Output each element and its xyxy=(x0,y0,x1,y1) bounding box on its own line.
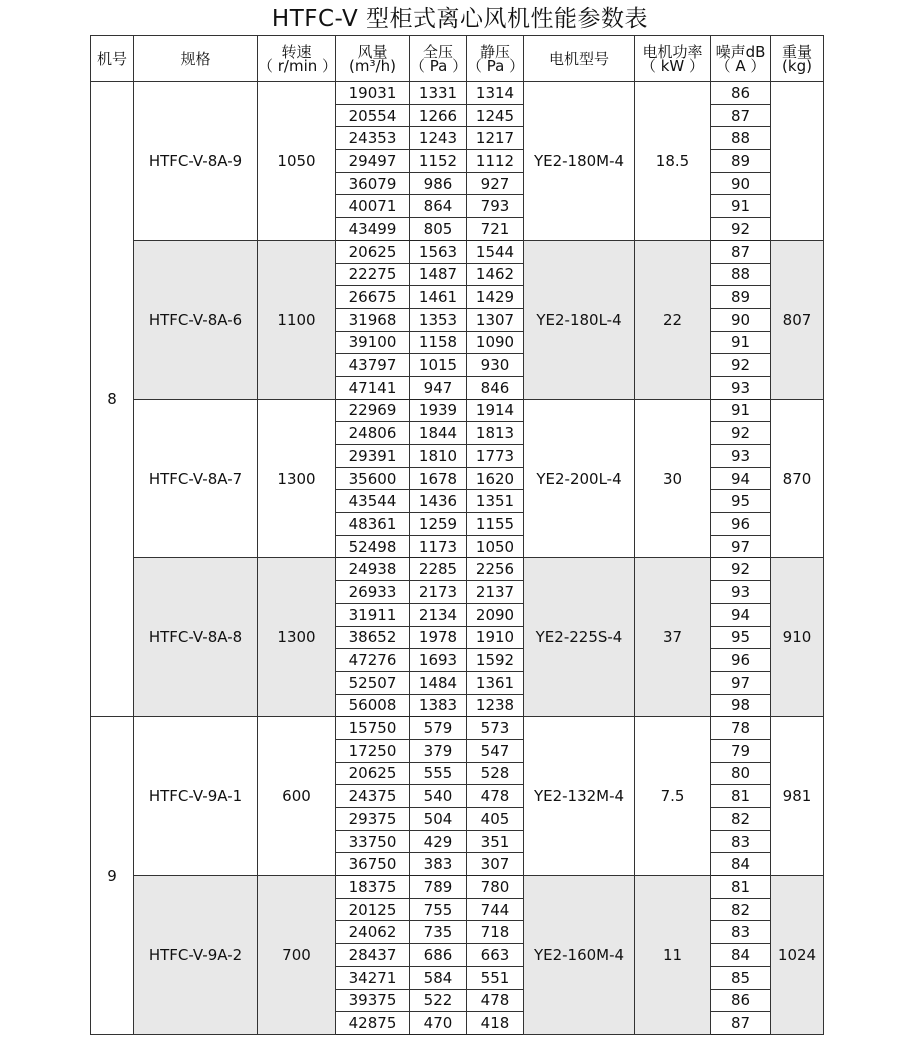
static-pressure-cell: 2256 xyxy=(467,558,524,581)
airflow-cell: 17250 xyxy=(336,739,410,762)
header-label: 全压 xyxy=(422,42,453,61)
weight-cell xyxy=(771,82,824,241)
noise-cell: 98 xyxy=(711,694,771,717)
static-pressure-cell: 351 xyxy=(467,830,524,853)
static-pressure-cell: 1050 xyxy=(467,535,524,558)
static-pressure-cell: 528 xyxy=(467,762,524,785)
header-label: 噪声dB xyxy=(715,42,766,61)
airflow-cell: 33750 xyxy=(336,830,410,853)
total-pressure-cell: 1158 xyxy=(410,331,467,354)
static-pressure-cell: 1307 xyxy=(467,308,524,331)
total-pressure-cell: 383 xyxy=(410,853,467,876)
motor-power-cell: 37 xyxy=(635,558,711,717)
motor-power-cell: 7.5 xyxy=(635,717,711,876)
noise-cell: 92 xyxy=(711,354,771,377)
motor-model-cell: YE2-180L-4 xyxy=(524,240,635,399)
static-pressure-cell: 1910 xyxy=(467,626,524,649)
total-pressure-cell: 755 xyxy=(410,898,467,921)
motor-power-cell: 22 xyxy=(635,240,711,399)
airflow-cell: 36750 xyxy=(336,853,410,876)
total-pressure-cell: 379 xyxy=(410,739,467,762)
static-pressure-cell: 1238 xyxy=(467,694,524,717)
airflow-cell: 20554 xyxy=(336,104,410,127)
airflow-cell: 39375 xyxy=(336,989,410,1012)
total-pressure-cell: 1331 xyxy=(410,82,467,105)
airflow-cell: 29497 xyxy=(336,150,410,173)
header-static-pressure xyxy=(467,36,524,82)
total-pressure-cell: 504 xyxy=(410,808,467,831)
header-unit: (kg) xyxy=(782,56,812,75)
noise-cell: 81 xyxy=(711,876,771,899)
total-pressure-cell: 1015 xyxy=(410,354,467,377)
noise-cell: 79 xyxy=(711,739,771,762)
total-pressure-cell: 522 xyxy=(410,989,467,1012)
airflow-cell: 22275 xyxy=(336,263,410,286)
header-label: 转速 xyxy=(281,42,312,61)
header-unit: （ A ） xyxy=(715,56,766,75)
airflow-cell: 35600 xyxy=(336,467,410,490)
total-pressure-cell: 789 xyxy=(410,876,467,899)
airflow-cell: 29375 xyxy=(336,808,410,831)
noise-cell: 90 xyxy=(711,308,771,331)
header-unit: （ kW ） xyxy=(640,56,705,75)
noise-cell: 88 xyxy=(711,127,771,150)
machine-number-cell: 8 xyxy=(91,82,134,717)
static-pressure-cell: 1813 xyxy=(467,422,524,445)
page-title: HTFC-V 型柜式离心风机性能参数表 xyxy=(271,6,649,32)
header-label: 重量 xyxy=(781,42,812,61)
speed-cell: 600 xyxy=(258,717,336,876)
header-label: 电机功率 xyxy=(642,42,703,61)
noise-cell: 88 xyxy=(711,263,771,286)
total-pressure-cell: 1693 xyxy=(410,649,467,672)
header-label: 静压 xyxy=(479,42,510,61)
spec-cell: HTFC-V-9A-2 xyxy=(134,876,258,1035)
airflow-cell: 52507 xyxy=(336,671,410,694)
airflow-cell: 42875 xyxy=(336,1012,410,1035)
airflow-cell: 31968 xyxy=(336,308,410,331)
airflow-cell: 20625 xyxy=(336,762,410,785)
airflow-cell: 24938 xyxy=(336,558,410,581)
noise-cell: 91 xyxy=(711,195,771,218)
header-unit: （ Pa ） xyxy=(467,56,525,75)
noise-cell: 81 xyxy=(711,785,771,808)
total-pressure-cell: 947 xyxy=(410,376,467,399)
machine-number-cell: 9 xyxy=(91,717,134,1035)
airflow-cell: 24806 xyxy=(336,422,410,445)
noise-cell: 92 xyxy=(711,218,771,241)
motor-model-cell: YE2-160M-4 xyxy=(524,876,635,1035)
static-pressure-cell: 1090 xyxy=(467,331,524,354)
airflow-cell: 24062 xyxy=(336,921,410,944)
noise-cell: 91 xyxy=(711,331,771,354)
noise-cell: 96 xyxy=(711,649,771,672)
noise-cell: 80 xyxy=(711,762,771,785)
spec-cell: HTFC-V-8A-9 xyxy=(134,82,258,241)
airflow-cell: 20625 xyxy=(336,240,410,263)
header-label: 电机型号 xyxy=(548,49,609,68)
static-pressure-cell: 2137 xyxy=(467,581,524,604)
header-spec xyxy=(134,36,258,82)
static-pressure-cell: 478 xyxy=(467,785,524,808)
static-pressure-cell: 1773 xyxy=(467,445,524,468)
airflow-cell: 28437 xyxy=(336,944,410,967)
airflow-cell: 18375 xyxy=(336,876,410,899)
header-unit: （ Pa ） xyxy=(410,56,468,75)
noise-cell: 78 xyxy=(711,717,771,740)
total-pressure-cell: 1461 xyxy=(410,286,467,309)
table-header xyxy=(91,36,824,82)
speed-cell: 1300 xyxy=(258,558,336,717)
noise-cell: 87 xyxy=(711,1012,771,1035)
header-unit: (m³/h) xyxy=(349,56,396,75)
total-pressure-cell: 1978 xyxy=(410,626,467,649)
static-pressure-cell: 1429 xyxy=(467,286,524,309)
total-pressure-cell: 735 xyxy=(410,921,467,944)
static-pressure-cell: 547 xyxy=(467,739,524,762)
airflow-cell: 48361 xyxy=(336,513,410,536)
static-pressure-cell: 2090 xyxy=(467,603,524,626)
airflow-cell: 43797 xyxy=(336,354,410,377)
airflow-cell: 24375 xyxy=(336,785,410,808)
static-pressure-cell: 1217 xyxy=(467,127,524,150)
total-pressure-cell: 986 xyxy=(410,172,467,195)
static-pressure-cell: 418 xyxy=(467,1012,524,1035)
weight-cell: 981 xyxy=(771,717,824,876)
noise-cell: 91 xyxy=(711,399,771,422)
total-pressure-cell: 1152 xyxy=(410,150,467,173)
total-pressure-cell: 584 xyxy=(410,966,467,989)
total-pressure-cell: 1266 xyxy=(410,104,467,127)
header-weight xyxy=(771,36,824,82)
total-pressure-cell: 2173 xyxy=(410,581,467,604)
airflow-cell: 36079 xyxy=(336,172,410,195)
motor-power-cell: 11 xyxy=(635,876,711,1035)
header-label: 风量 xyxy=(357,42,388,61)
static-pressure-cell: 744 xyxy=(467,898,524,921)
total-pressure-cell: 1939 xyxy=(410,399,467,422)
total-pressure-cell: 540 xyxy=(410,785,467,808)
total-pressure-cell: 429 xyxy=(410,830,467,853)
table-body xyxy=(91,82,824,1035)
airflow-cell: 26933 xyxy=(336,581,410,604)
airflow-cell: 20125 xyxy=(336,898,410,921)
total-pressure-cell: 1353 xyxy=(410,308,467,331)
total-pressure-cell: 2134 xyxy=(410,603,467,626)
airflow-cell: 39100 xyxy=(336,331,410,354)
total-pressure-cell: 579 xyxy=(410,717,467,740)
total-pressure-cell: 805 xyxy=(410,218,467,241)
static-pressure-cell: 780 xyxy=(467,876,524,899)
spec-cell: HTFC-V-8A-6 xyxy=(134,240,258,399)
header-label: 机号 xyxy=(96,49,127,68)
speed-cell: 1100 xyxy=(258,240,336,399)
airflow-cell: 47141 xyxy=(336,376,410,399)
static-pressure-cell: 1620 xyxy=(467,467,524,490)
total-pressure-cell: 1487 xyxy=(410,263,467,286)
total-pressure-cell: 2285 xyxy=(410,558,467,581)
weight-cell: 1024 xyxy=(771,876,824,1035)
airflow-cell: 26675 xyxy=(336,286,410,309)
weight-cell: 870 xyxy=(771,399,824,558)
airflow-cell: 22969 xyxy=(336,399,410,422)
airflow-cell: 47276 xyxy=(336,649,410,672)
airflow-cell: 38652 xyxy=(336,626,410,649)
noise-cell: 93 xyxy=(711,581,771,604)
noise-cell: 94 xyxy=(711,603,771,626)
header-total-pressure xyxy=(410,36,467,82)
noise-cell: 82 xyxy=(711,898,771,921)
noise-cell: 94 xyxy=(711,467,771,490)
airflow-cell: 34271 xyxy=(336,966,410,989)
static-pressure-cell: 1351 xyxy=(467,490,524,513)
table-row xyxy=(91,876,824,899)
static-pressure-cell: 478 xyxy=(467,989,524,1012)
noise-cell: 84 xyxy=(711,853,771,876)
static-pressure-cell: 405 xyxy=(467,808,524,831)
noise-cell: 96 xyxy=(711,513,771,536)
noise-cell: 97 xyxy=(711,671,771,694)
noise-cell: 84 xyxy=(711,944,771,967)
noise-cell: 86 xyxy=(711,989,771,1012)
total-pressure-cell: 1243 xyxy=(410,127,467,150)
total-pressure-cell: 1844 xyxy=(410,422,467,445)
static-pressure-cell: 793 xyxy=(467,195,524,218)
total-pressure-cell: 555 xyxy=(410,762,467,785)
noise-cell: 83 xyxy=(711,830,771,853)
static-pressure-cell: 1914 xyxy=(467,399,524,422)
total-pressure-cell: 470 xyxy=(410,1012,467,1035)
total-pressure-cell: 1563 xyxy=(410,240,467,263)
static-pressure-cell: 927 xyxy=(467,172,524,195)
noise-cell: 82 xyxy=(711,808,771,831)
spec-cell: HTFC-V-9A-1 xyxy=(134,717,258,876)
total-pressure-cell: 1259 xyxy=(410,513,467,536)
header-airflow xyxy=(336,36,410,82)
weight-cell: 910 xyxy=(771,558,824,717)
airflow-cell: 40071 xyxy=(336,195,410,218)
noise-cell: 83 xyxy=(711,921,771,944)
static-pressure-cell: 1462 xyxy=(467,263,524,286)
table-row xyxy=(91,399,824,422)
static-pressure-cell: 721 xyxy=(467,218,524,241)
speed-cell: 1300 xyxy=(258,399,336,558)
static-pressure-cell: 1112 xyxy=(467,150,524,173)
total-pressure-cell: 1173 xyxy=(410,535,467,558)
total-pressure-cell: 1383 xyxy=(410,694,467,717)
motor-model-cell: YE2-180M-4 xyxy=(524,82,635,241)
header-unit: （ r/min ） xyxy=(258,56,338,75)
static-pressure-cell: 1544 xyxy=(467,240,524,263)
static-pressure-cell: 1245 xyxy=(467,104,524,127)
noise-cell: 93 xyxy=(711,376,771,399)
static-pressure-cell: 718 xyxy=(467,921,524,944)
airflow-cell: 43544 xyxy=(336,490,410,513)
table-row xyxy=(91,558,824,581)
noise-cell: 89 xyxy=(711,286,771,309)
noise-cell: 86 xyxy=(711,82,771,105)
table-row xyxy=(91,240,824,263)
noise-cell: 90 xyxy=(711,172,771,195)
table-row xyxy=(91,717,824,740)
noise-cell: 93 xyxy=(711,445,771,468)
motor-model-cell: YE2-200L-4 xyxy=(524,399,635,558)
speed-cell: 700 xyxy=(258,876,336,1035)
total-pressure-cell: 1436 xyxy=(410,490,467,513)
total-pressure-cell: 1484 xyxy=(410,671,467,694)
airflow-cell: 15750 xyxy=(336,717,410,740)
noise-cell: 87 xyxy=(711,104,771,127)
weight-cell: 807 xyxy=(771,240,824,399)
static-pressure-cell: 1314 xyxy=(467,82,524,105)
total-pressure-cell: 1678 xyxy=(410,467,467,490)
table-row xyxy=(91,82,824,105)
spec-cell: HTFC-V-8A-7 xyxy=(134,399,258,558)
airflow-cell: 43499 xyxy=(336,218,410,241)
noise-cell: 92 xyxy=(711,558,771,581)
noise-cell: 95 xyxy=(711,626,771,649)
noise-cell: 92 xyxy=(711,422,771,445)
noise-cell: 95 xyxy=(711,490,771,513)
airflow-cell: 31911 xyxy=(336,603,410,626)
static-pressure-cell: 846 xyxy=(467,376,524,399)
motor-model-cell: YE2-225S-4 xyxy=(524,558,635,717)
static-pressure-cell: 1592 xyxy=(467,649,524,672)
header-motor-power xyxy=(635,36,711,82)
static-pressure-cell: 573 xyxy=(467,717,524,740)
total-pressure-cell: 864 xyxy=(410,195,467,218)
total-pressure-cell: 686 xyxy=(410,944,467,967)
header-speed xyxy=(258,36,336,82)
airflow-cell: 52498 xyxy=(336,535,410,558)
motor-model-cell: YE2-132M-4 xyxy=(524,717,635,876)
noise-cell: 97 xyxy=(711,535,771,558)
airflow-cell: 19031 xyxy=(336,82,410,105)
airflow-cell: 56008 xyxy=(336,694,410,717)
airflow-cell: 29391 xyxy=(336,445,410,468)
static-pressure-cell: 307 xyxy=(467,853,524,876)
static-pressure-cell: 930 xyxy=(467,354,524,377)
motor-power-cell: 30 xyxy=(635,399,711,558)
motor-power-cell: 18.5 xyxy=(635,82,711,241)
header-machine-no xyxy=(91,36,134,82)
header-row xyxy=(91,36,824,82)
header-label: 规格 xyxy=(180,49,211,68)
noise-cell: 89 xyxy=(711,150,771,173)
header-noise xyxy=(711,36,771,82)
airflow-cell: 24353 xyxy=(336,127,410,150)
static-pressure-cell: 663 xyxy=(467,944,524,967)
header-motor-model xyxy=(524,36,635,82)
spec-cell: HTFC-V-8A-8 xyxy=(134,558,258,717)
static-pressure-cell: 1155 xyxy=(467,513,524,536)
speed-cell: 1050 xyxy=(258,82,336,241)
noise-cell: 85 xyxy=(711,966,771,989)
noise-cell: 87 xyxy=(711,240,771,263)
performance-table xyxy=(90,35,824,1035)
static-pressure-cell: 1361 xyxy=(467,671,524,694)
total-pressure-cell: 1810 xyxy=(410,445,467,468)
static-pressure-cell: 551 xyxy=(467,966,524,989)
